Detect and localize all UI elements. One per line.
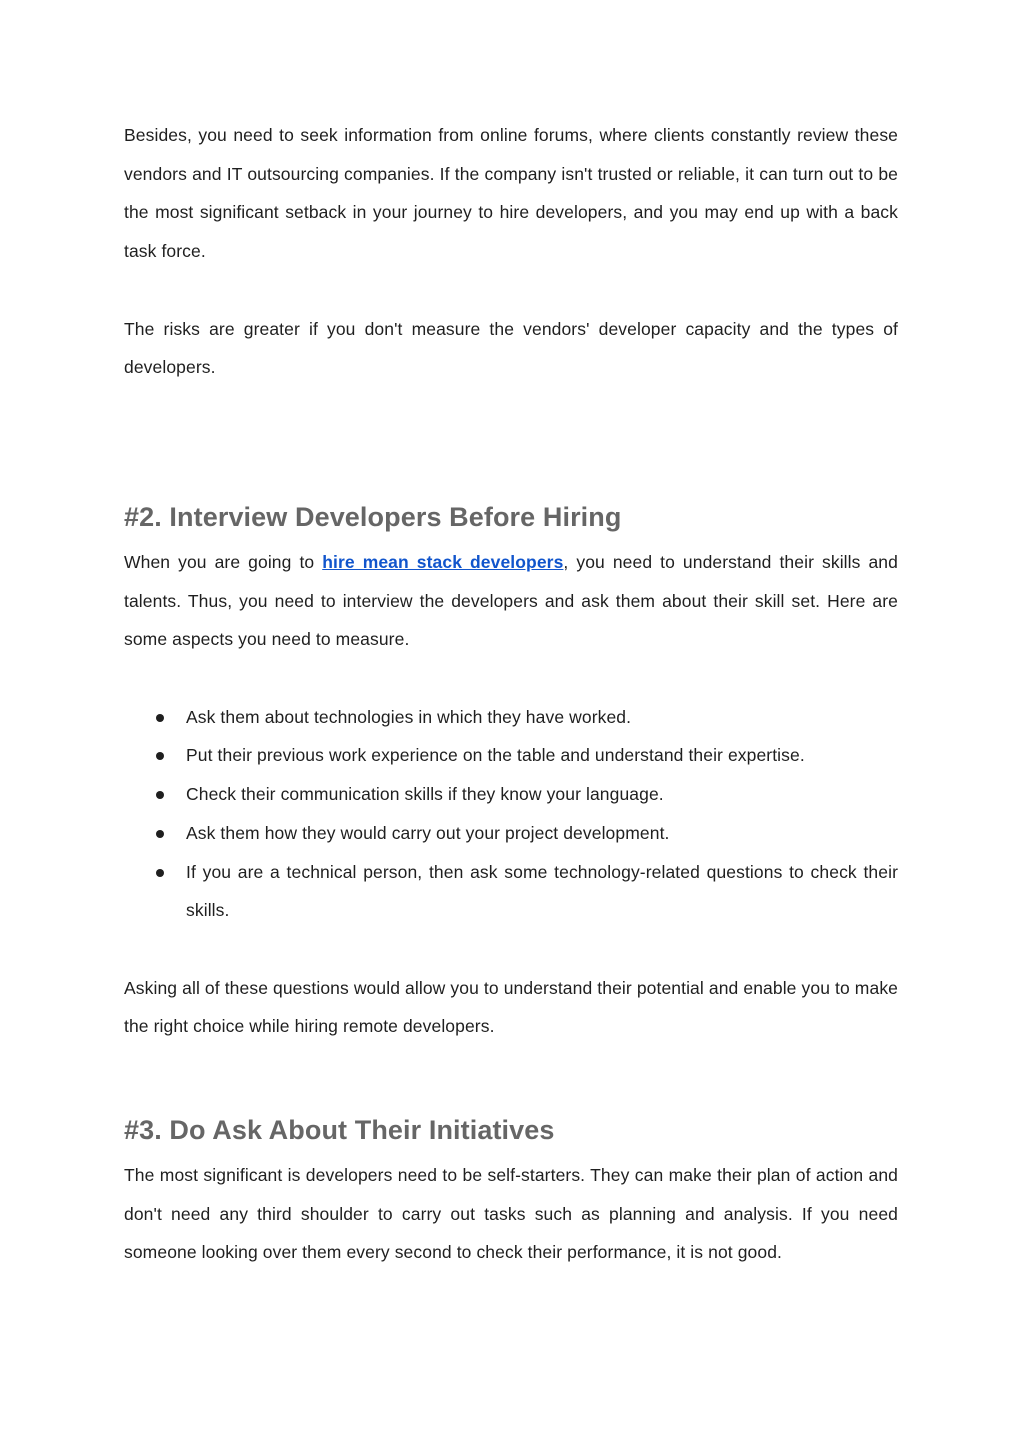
paragraph-vendor-research: Besides, you need to seek information from online forums, where clients constantly review these vendors and IT outsourcing companies. If the company isn't trusted or reliable, it can turn out to be the most significant setback in your journey to hire developers, and you may end up with a back task force. bbox=[124, 125, 898, 262]
section-heading-interview: #2. Interview Developers Before Hiring bbox=[124, 501, 622, 532]
document-page bbox=[124, 116, 898, 1272]
paragraph-spacer bbox=[124, 659, 898, 698]
list-item-text: Put their previous work experience on the table and understand their expertise. bbox=[186, 745, 805, 766]
intro-text-before-link: When you are going to bbox=[124, 551, 323, 572]
intro-text-after-link: , you need to understand their skills and talents. Thus, you need to interview the developers and ask them about their skill set. Here are some aspects you need to measure. bbox=[124, 551, 898, 650]
section-spacer bbox=[124, 1046, 898, 1110]
paragraph-interview-conclusion: Asking all of these questions would allow you to understand their potential and enable you to make the right choice while hiring remote developers. bbox=[124, 977, 898, 1037]
list-item bbox=[124, 814, 898, 853]
interview-aspects-list bbox=[124, 698, 898, 930]
section-spacer bbox=[124, 387, 898, 497]
hire-mean-stack-developers-link[interactable]: hire mean stack developers bbox=[322, 551, 564, 572]
bullet-icon bbox=[156, 791, 164, 799]
list-item-text: Check their communication skills if they know your language. bbox=[186, 784, 664, 805]
list-item bbox=[124, 775, 898, 814]
list-item bbox=[124, 853, 898, 930]
list-item bbox=[124, 698, 898, 737]
list-item-text: Ask them how they would carry out your project development. bbox=[186, 822, 670, 843]
paragraph-spacer bbox=[124, 271, 898, 310]
paragraph-interview-intro bbox=[124, 543, 898, 659]
bullet-icon bbox=[156, 869, 164, 877]
bullet-icon bbox=[156, 830, 164, 838]
paragraph-initiatives: The most significant is developers need to be self-starters. They can make their plan of action and don't need any third shoulder to carry out tasks such as planning and analysis. If you need someone looking over them every second to check their performance, it is not good. bbox=[124, 1165, 898, 1263]
bullet-icon bbox=[156, 752, 164, 760]
paragraph-spacer bbox=[124, 930, 898, 969]
list-item bbox=[124, 736, 898, 775]
list-item-text: Ask them about technologies in which they have worked. bbox=[186, 706, 632, 727]
list-item-text: If you are a technical person, then ask some technology-related questions to check their skills. bbox=[186, 861, 898, 921]
section-heading-initiatives: #3. Do Ask About Their Initiatives bbox=[124, 1115, 555, 1146]
bullet-icon bbox=[156, 714, 164, 722]
paragraph-vendor-risks: The risks are greater if you don't measure the vendors' developer capacity and the types of developers. bbox=[124, 318, 898, 378]
